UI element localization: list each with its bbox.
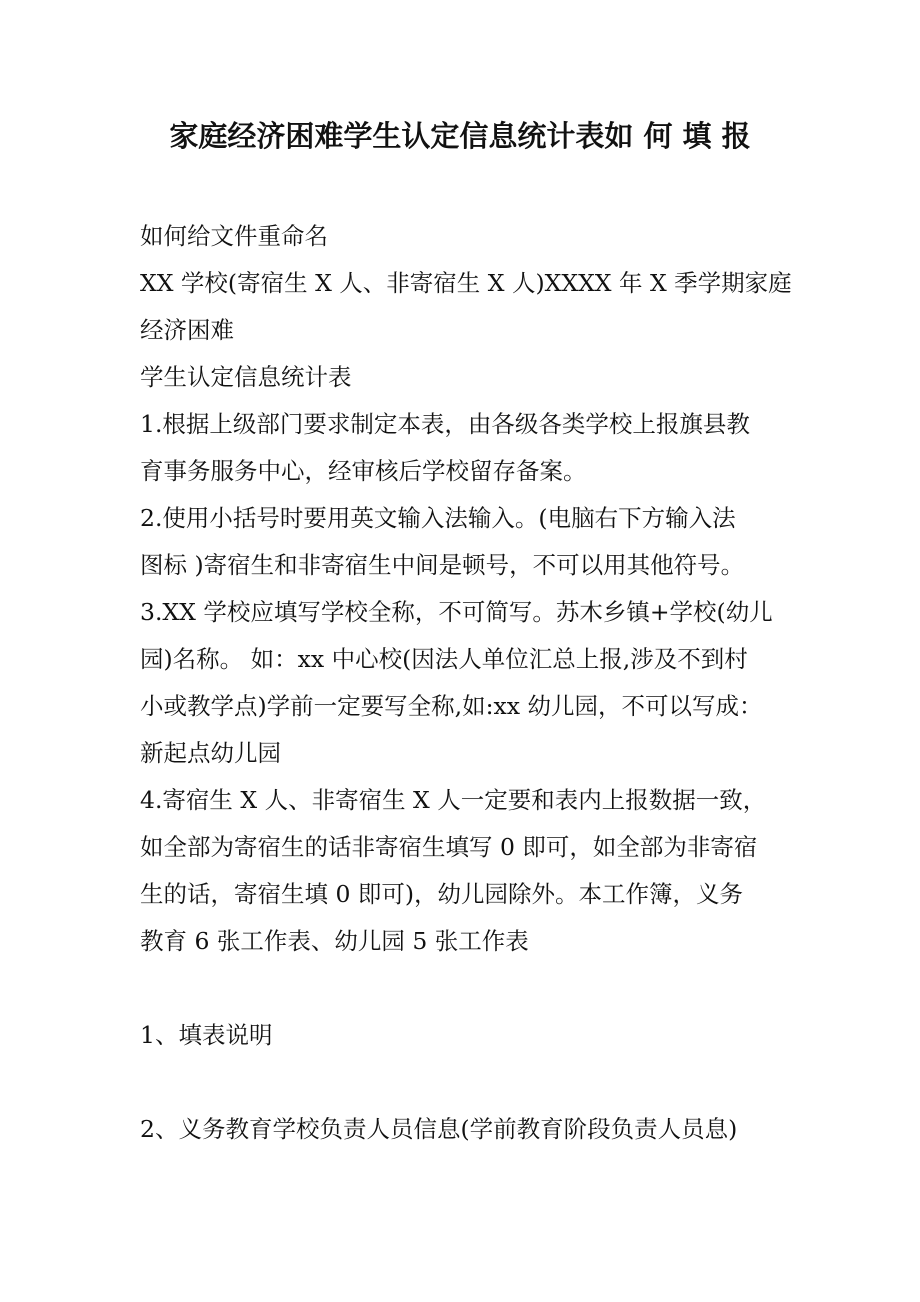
section-heading: 2、义务教育学校负责人员信息(学前教育阶段负责人员息) xyxy=(140,1115,738,1143)
text-line: 2.使用小括号时要用英文输入法输入。(电脑右下方输入法 xyxy=(140,504,736,532)
text-line: 生的话，寄宿生填 0 即可)，幼儿园除外。本工作簿，义务 xyxy=(140,880,744,908)
blank-spacer xyxy=(140,1059,800,1106)
text-line: 3.XX 学校应填写学校全称，不可简写。苏木乡镇+学校(幼儿 xyxy=(140,598,773,626)
text-line: 小或教学点)学前一定要写全称,如:xx 幼儿园，不可以写成： xyxy=(140,692,763,720)
text-line: 如全部为寄宿生的话非寄宿生填写 0 即可，如全部为非寄宿 xyxy=(140,833,758,861)
document-body xyxy=(140,213,800,1153)
text-line: 图标 )寄宿生和非寄宿生中间是顿号，不可以用其他符号。 xyxy=(140,551,745,579)
text-line: 4.寄宿生 X 人、非寄宿生 X 人一定要和表内上报数据一致， xyxy=(140,786,767,814)
text-line: 教育 6 张工作表、幼儿园 5 张工作表 xyxy=(140,927,529,955)
blank-spacer xyxy=(140,965,800,1012)
text-line: 1.根据上级部门要求制定本表，由各级各类学校上报旗县教 xyxy=(140,410,750,438)
text-line: 学生认定信息统计表 xyxy=(140,363,352,391)
section-heading: 1、填表说明 xyxy=(140,1021,273,1049)
text-line: 园)名称。 如：xx 中心校(因法人单位汇总上报,涉及不到村 xyxy=(140,645,748,673)
text-line: 如何给文件重命名 xyxy=(140,222,328,250)
document-title: 家庭经济困难学生认定信息统计表如 何 填 报 xyxy=(169,119,751,153)
text-line: 新起点幼儿园 xyxy=(140,739,281,767)
text-line: 育事务服务中心，经审核后学校留存备案。 xyxy=(140,457,587,485)
text-line: XX 学校(寄宿生 X 人、非寄宿生 X 人)XXXX 年 X 季学期家庭 xyxy=(140,269,792,297)
text-line: 经济困难 xyxy=(140,316,234,344)
